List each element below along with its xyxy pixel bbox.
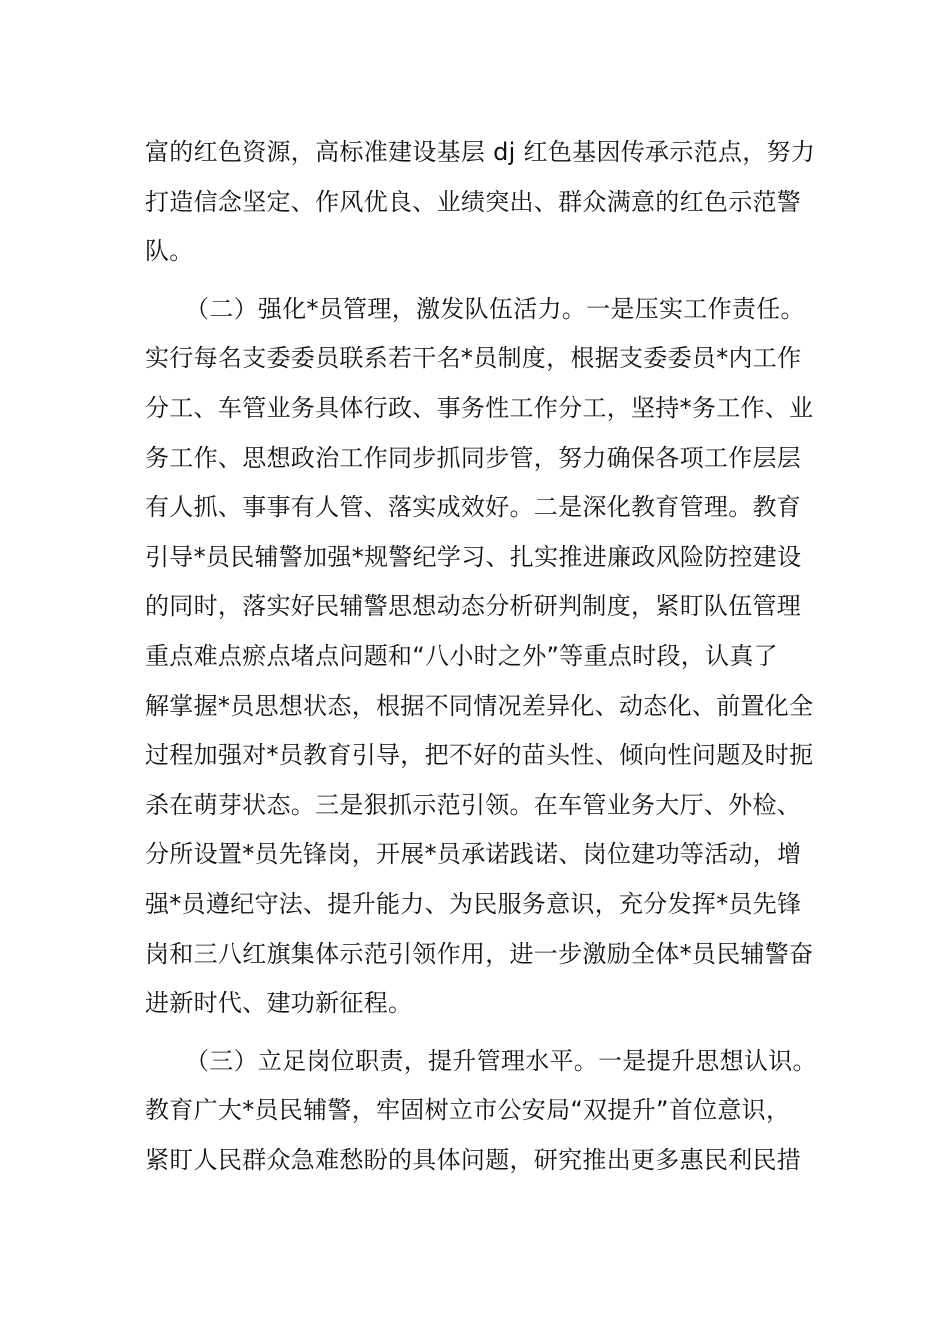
section-heading-line: （三）立足岗位职责，提升管理水平。一是提升思想认识。 (185, 1046, 817, 1075)
text-line: 岗和三八红旗集体示范引领作用，进一步激励全体*员民辅警奋 (145, 939, 814, 968)
text-line: 紧盯人民群众急难愁盼的具体问题，研究推出更多惠民利民措 (145, 1145, 802, 1174)
text-line: 富的红色资源，高标准建设基层 dj 红色基因传承示范点，努力 (145, 138, 816, 166)
text-line: 杀在萌芽状态。三是狠抓示范引领。在车管业务大厅、外检、 (145, 790, 802, 819)
text-line: 打造信念坚定、作风优良、业绩突出、群众满意的红色示范警 (145, 187, 802, 216)
text-line: 有人抓、事事有人管、落实成效好。二是深化教育管理。教育 (145, 493, 802, 522)
text-line: 强*员遵纪守法、提升能力、为民服务意识，充分发挥*员先锋 (145, 889, 802, 918)
text-line: 引导*员民辅警加强*规警纪学习、扎实推进廉政风险防控建设 (145, 542, 802, 571)
document-body (145, 128, 817, 1185)
text-line: 解掌握*员思想状态，根据不同情况差异化、动态化、前置化全 (145, 691, 814, 720)
text-line: 重点难点瘀点堵点问题和“八小时之外”等重点时段，认真了 (145, 641, 778, 670)
paragraph-gap (145, 1029, 810, 1037)
text-line: 进新时代、建功新征程。 (145, 989, 413, 1018)
text-line: 实行每名支委委员联系若干名*员制度，根据支委委员*内工作 (145, 344, 802, 373)
text-line: 过程加强对*员教育引导，把不好的苗头性、倾向性问题及时扼 (145, 741, 814, 770)
text-line: 教育广大*员民辅警，牢固树立市公安局“双提升”首位意识， (145, 1096, 791, 1125)
text-line: 务工作、思想政治工作同步抓同步管，努力确保各项工作层层 (145, 443, 802, 472)
text-line: 分所设置*员先锋岗，开展*员承诺践诺、岗位建功等活动，增 (145, 840, 802, 869)
section-heading-line: （二）强化*员管理，激发队伍活力。一是压实工作责任。 (185, 294, 805, 323)
paragraph-gap (145, 277, 810, 285)
text-line: 队。 (145, 237, 194, 266)
text-line: 分工、车管业务具体行政、事务性工作分工，坚持*务工作、业 (145, 393, 814, 422)
text-line: 的同时，落实好民辅警思想动态分析研判制度，紧盯队伍管理 (145, 592, 802, 621)
